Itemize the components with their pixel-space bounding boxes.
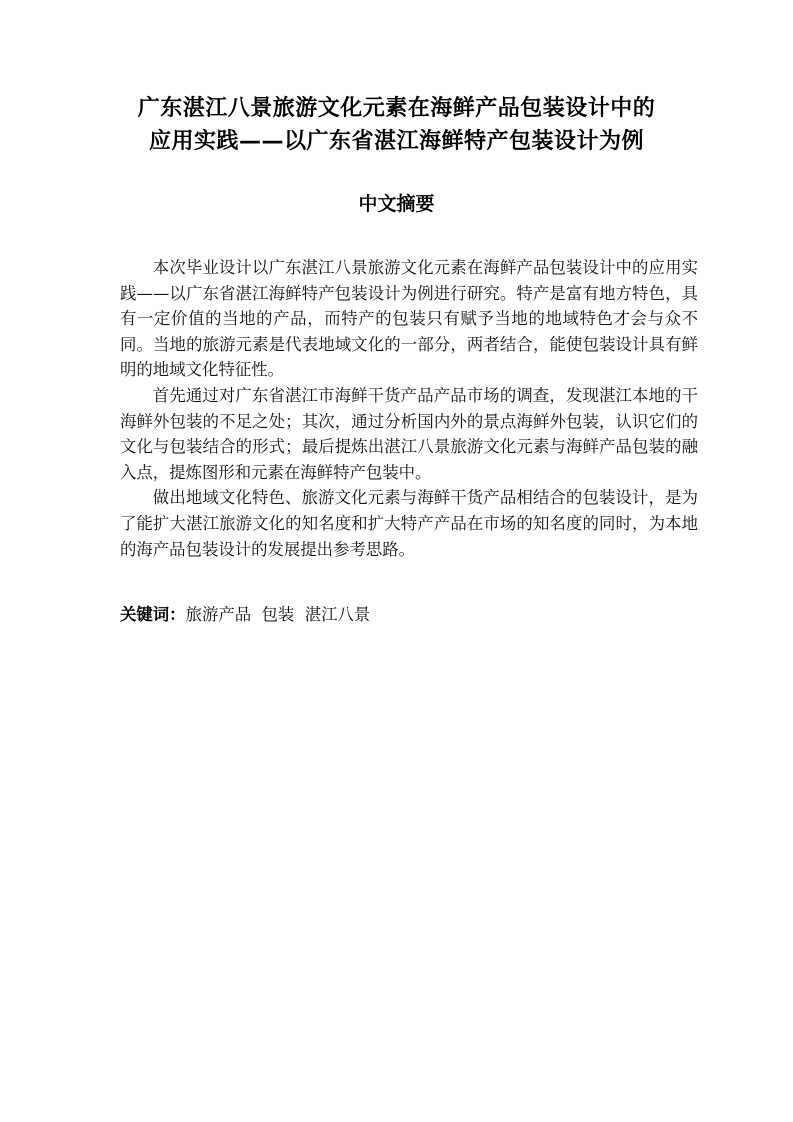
title-line-2: 应用实践——以广东省湛江海鲜特产包装设计为例 <box>148 129 644 154</box>
abstract-paragraph-2: 首先通过对广东省湛江市海鲜干货产品产品市场的调查，发现湛江本地的干海鲜外包装的不足之处；其次，通过分析国内外的景点海鲜外包装，认识它们的文化与包装结合的形式；最后提炼出湛江八景旅游文化元素与海鲜产品包装的融入点，提炼图形和元素在海鲜特产包装中。 <box>120 385 698 482</box>
abstract-paragraph-1: 本次毕业设计以广东湛江八景旅游文化元素在海鲜产品包装设计中的应用实践——以广东省湛江海鲜特产包装设计为例进行研究。特产是富有地方特色，具有一定价值的当地的产品，而特产的包装只有赋予当地的地域特色才会与众不同。当地的旅游元素是代表地域文化的一部分，两者结合，能使包装设计具有鲜明的地域文化特征性。 <box>120 258 698 380</box>
abstract-paragraph-3: 做出地域文化特色、旅游文化元素与海鲜干货产品相结合的包装设计，是为了能扩大湛江旅游文化的知名度和扩大特产产品在市场的知名度的同时，为本地的海产品包装设计的发展提出参考思路。 <box>120 488 698 559</box>
keywords-label: 关键词： <box>120 605 186 624</box>
document-title <box>60 92 733 158</box>
abstract-body <box>120 255 698 562</box>
keywords-line <box>120 602 370 627</box>
keywords-value: 旅游产品 包装 湛江八景 <box>185 605 371 624</box>
title-line-1: 广东湛江八景旅游文化元素在海鲜产品包装设计中的 <box>137 96 656 121</box>
abstract-heading: 中文摘要 <box>358 193 435 215</box>
